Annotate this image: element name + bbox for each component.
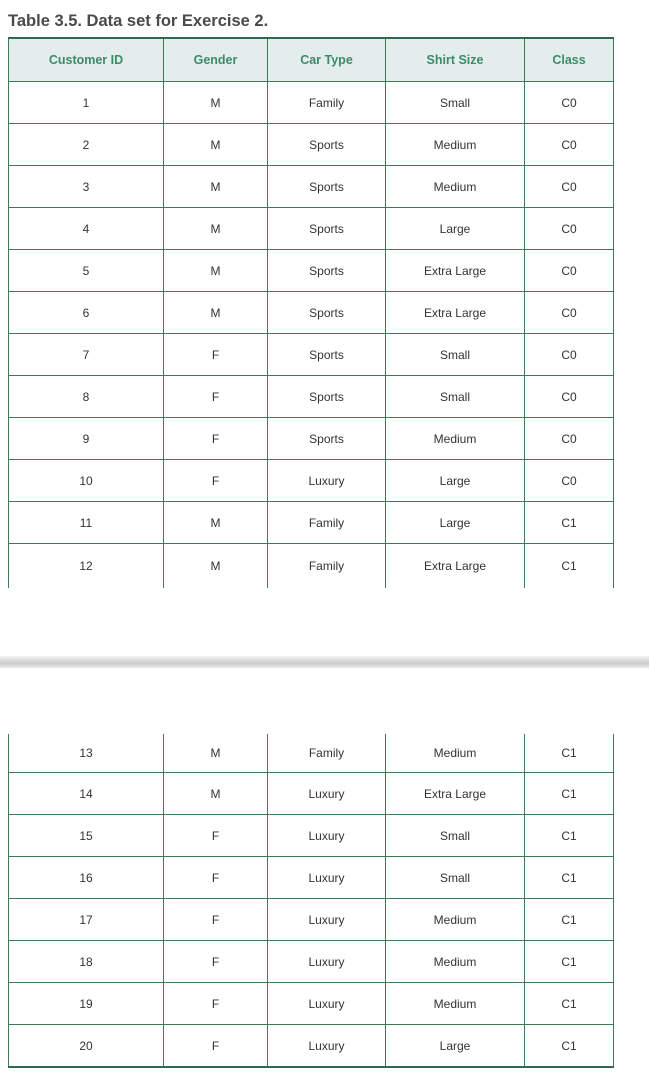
header-customer-id: Customer ID bbox=[9, 38, 164, 82]
table-row bbox=[9, 815, 614, 857]
cell-gender: M bbox=[164, 124, 268, 166]
cell-shirt-size: Medium bbox=[386, 983, 525, 1025]
cell-class: C1 bbox=[525, 941, 614, 983]
cell-shirt-size: Large bbox=[386, 1025, 525, 1068]
cell-gender: M bbox=[164, 292, 268, 334]
table-row bbox=[9, 418, 614, 460]
cell-shirt-size: Medium bbox=[386, 899, 525, 941]
cell-class: C1 bbox=[525, 544, 614, 589]
table-caption: Table 3.5. Data set for Exercise 2. bbox=[8, 12, 269, 30]
cell-shirt-size: Large bbox=[386, 502, 525, 544]
table-row bbox=[9, 983, 614, 1025]
data-table-page-1 bbox=[8, 37, 614, 588]
cell-car-type: Sports bbox=[268, 418, 386, 460]
cell-class: C0 bbox=[525, 376, 614, 418]
cell-gender: F bbox=[164, 418, 268, 460]
data-table-page-2 bbox=[8, 734, 614, 1068]
cell-car-type: Family bbox=[268, 544, 386, 589]
cell-car-type: Sports bbox=[268, 124, 386, 166]
cell-car-type: Family bbox=[268, 82, 386, 124]
cell-class: C1 bbox=[525, 899, 614, 941]
cell-car-type: Luxury bbox=[268, 941, 386, 983]
table-row bbox=[9, 334, 614, 376]
cell-class: C0 bbox=[525, 292, 614, 334]
table-row bbox=[9, 899, 614, 941]
cell-class: C1 bbox=[525, 1025, 614, 1068]
cell-class: C0 bbox=[525, 250, 614, 292]
header-gender: Gender bbox=[164, 38, 268, 82]
table-row bbox=[9, 773, 614, 815]
cell-car-type: Luxury bbox=[268, 983, 386, 1025]
cell-car-type: Sports bbox=[268, 334, 386, 376]
cell-customer-id: 3 bbox=[9, 166, 164, 208]
cell-car-type: Sports bbox=[268, 166, 386, 208]
cell-customer-id: 19 bbox=[9, 983, 164, 1025]
cell-shirt-size: Small bbox=[386, 815, 525, 857]
table-row bbox=[9, 166, 614, 208]
cell-gender: M bbox=[164, 734, 268, 773]
header-shirt-size: Shirt Size bbox=[386, 38, 525, 82]
header-class: Class bbox=[525, 38, 614, 82]
cell-customer-id: 6 bbox=[9, 292, 164, 334]
cell-class: C1 bbox=[525, 815, 614, 857]
cell-class: C1 bbox=[525, 734, 614, 773]
table-row bbox=[9, 208, 614, 250]
cell-gender: F bbox=[164, 983, 268, 1025]
cell-gender: M bbox=[164, 250, 268, 292]
cell-class: C0 bbox=[525, 208, 614, 250]
cell-car-type: Luxury bbox=[268, 899, 386, 941]
cell-shirt-size: Large bbox=[386, 460, 525, 502]
cell-gender: M bbox=[164, 502, 268, 544]
cell-shirt-size: Extra Large bbox=[386, 544, 525, 589]
cell-customer-id: 16 bbox=[9, 857, 164, 899]
cell-class: C0 bbox=[525, 460, 614, 502]
cell-shirt-size: Medium bbox=[386, 734, 525, 773]
cell-gender: F bbox=[164, 899, 268, 941]
table-row bbox=[9, 376, 614, 418]
cell-class: C0 bbox=[525, 124, 614, 166]
table-row bbox=[9, 502, 614, 544]
cell-gender: M bbox=[164, 773, 268, 815]
cell-car-type: Family bbox=[268, 502, 386, 544]
cell-customer-id: 4 bbox=[9, 208, 164, 250]
cell-car-type: Luxury bbox=[268, 857, 386, 899]
cell-shirt-size: Extra Large bbox=[386, 773, 525, 815]
cell-gender: F bbox=[164, 941, 268, 983]
table-row bbox=[9, 250, 614, 292]
cell-customer-id: 8 bbox=[9, 376, 164, 418]
cell-car-type: Sports bbox=[268, 250, 386, 292]
cell-shirt-size: Extra Large bbox=[386, 292, 525, 334]
header-row bbox=[9, 38, 614, 82]
cell-gender: M bbox=[164, 544, 268, 589]
cell-shirt-size: Extra Large bbox=[386, 250, 525, 292]
table-row bbox=[9, 1025, 614, 1068]
cell-customer-id: 10 bbox=[9, 460, 164, 502]
cell-car-type: Luxury bbox=[268, 460, 386, 502]
table-row bbox=[9, 941, 614, 983]
header-car-type: Car Type bbox=[268, 38, 386, 82]
cell-customer-id: 11 bbox=[9, 502, 164, 544]
cell-car-type: Sports bbox=[268, 292, 386, 334]
cell-car-type: Family bbox=[268, 734, 386, 773]
cell-shirt-size: Medium bbox=[386, 124, 525, 166]
table-row bbox=[9, 292, 614, 334]
cell-gender: M bbox=[164, 208, 268, 250]
cell-shirt-size: Small bbox=[386, 376, 525, 418]
cell-gender: M bbox=[164, 166, 268, 208]
cell-customer-id: 17 bbox=[9, 899, 164, 941]
table-row bbox=[9, 124, 614, 166]
cell-class: C0 bbox=[525, 82, 614, 124]
table-row bbox=[9, 857, 614, 899]
page-separator bbox=[0, 656, 649, 668]
cell-car-type: Luxury bbox=[268, 815, 386, 857]
cell-customer-id: 13 bbox=[9, 734, 164, 773]
cell-customer-id: 1 bbox=[9, 82, 164, 124]
cell-gender: F bbox=[164, 460, 268, 502]
table-row bbox=[9, 544, 614, 589]
cell-customer-id: 18 bbox=[9, 941, 164, 983]
cell-gender: F bbox=[164, 376, 268, 418]
cell-class: C1 bbox=[525, 983, 614, 1025]
cell-car-type: Sports bbox=[268, 376, 386, 418]
cell-customer-id: 15 bbox=[9, 815, 164, 857]
cell-car-type: Luxury bbox=[268, 1025, 386, 1068]
cell-shirt-size: Small bbox=[386, 857, 525, 899]
cell-gender: F bbox=[164, 815, 268, 857]
cell-class: C0 bbox=[525, 418, 614, 460]
cell-class: C0 bbox=[525, 166, 614, 208]
cell-class: C1 bbox=[525, 502, 614, 544]
cell-gender: M bbox=[164, 82, 268, 124]
cell-shirt-size: Large bbox=[386, 208, 525, 250]
cell-customer-id: 14 bbox=[9, 773, 164, 815]
cell-shirt-size: Small bbox=[386, 334, 525, 376]
cell-car-type: Sports bbox=[268, 208, 386, 250]
cell-gender: F bbox=[164, 857, 268, 899]
cell-class: C1 bbox=[525, 857, 614, 899]
cell-shirt-size: Medium bbox=[386, 418, 525, 460]
cell-class: C1 bbox=[525, 773, 614, 815]
table-row bbox=[9, 82, 614, 124]
cell-shirt-size: Medium bbox=[386, 941, 525, 983]
cell-customer-id: 12 bbox=[9, 544, 164, 589]
cell-car-type: Luxury bbox=[268, 773, 386, 815]
cell-customer-id: 2 bbox=[9, 124, 164, 166]
cell-customer-id: 9 bbox=[9, 418, 164, 460]
cell-shirt-size: Small bbox=[386, 82, 525, 124]
cell-customer-id: 20 bbox=[9, 1025, 164, 1068]
table-row bbox=[9, 734, 614, 773]
cell-gender: F bbox=[164, 334, 268, 376]
cell-class: C0 bbox=[525, 334, 614, 376]
cell-shirt-size: Medium bbox=[386, 166, 525, 208]
table-row bbox=[9, 460, 614, 502]
cell-gender: F bbox=[164, 1025, 268, 1068]
cell-customer-id: 7 bbox=[9, 334, 164, 376]
cell-customer-id: 5 bbox=[9, 250, 164, 292]
